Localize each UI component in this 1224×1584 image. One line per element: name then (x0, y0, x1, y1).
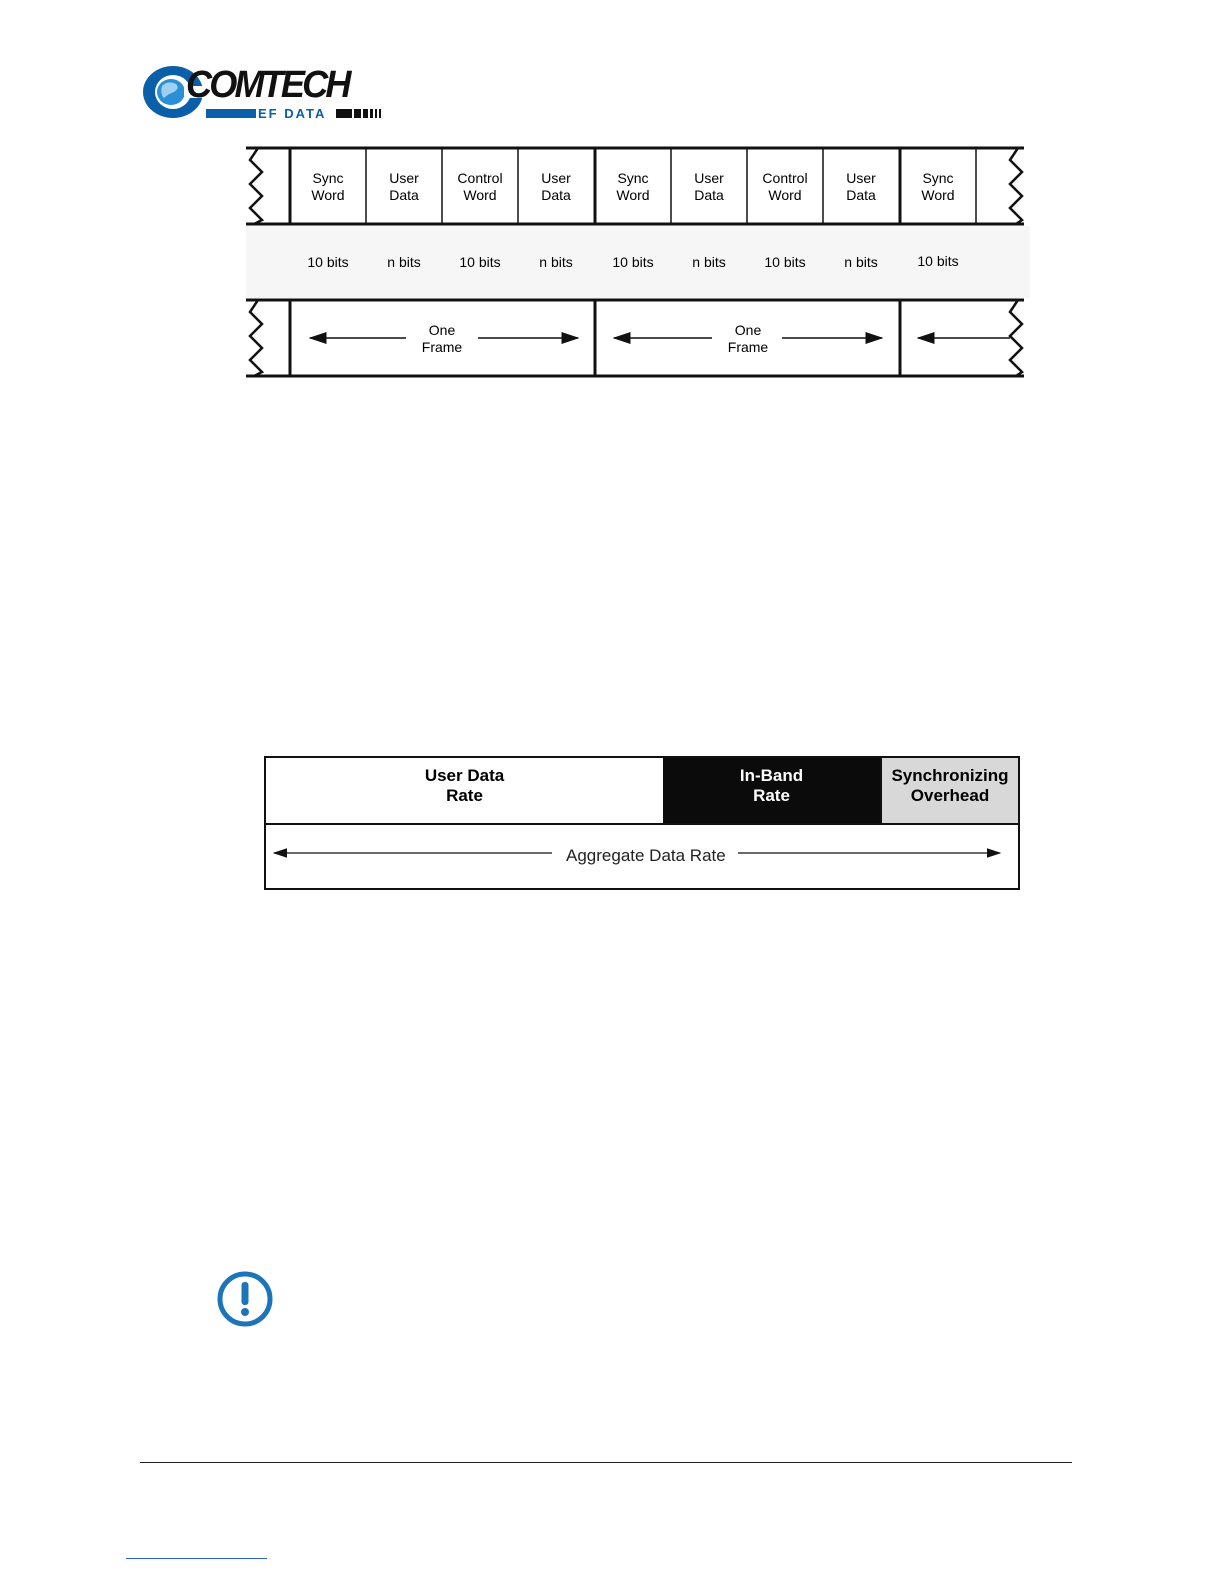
bits-label: 10 bits (459, 254, 501, 270)
cell-sync-word: Sync Word (311, 170, 345, 203)
cell-user-data: User Data (541, 170, 571, 203)
cell-control-word: Control Word (457, 170, 503, 203)
logo-subtitle: EF DATA (258, 106, 327, 121)
comtech-logo (140, 62, 400, 126)
break-zigzag-left-top (250, 148, 262, 224)
cell-sync-word: Sync Word (616, 170, 650, 203)
break-zigzag-left-bottom (250, 300, 262, 376)
frame-label: One Frame (421, 322, 463, 355)
logo-underline (206, 109, 256, 118)
bits-label: 10 bits (917, 253, 959, 269)
aggregate-rate-diagram (264, 756, 1020, 890)
user-data-rate-cell: User Data Rate (266, 758, 663, 823)
bits-label: n bits (387, 254, 421, 270)
frame-label: One Frame (727, 322, 769, 355)
sync-overhead-cell: Synchronizing Overhead (880, 758, 1018, 823)
bits-label: 10 bits (764, 254, 806, 270)
cell-user-data: User Data (846, 170, 876, 203)
footer-divider (140, 1462, 1072, 1463)
in-band-rate-cell: In-Band Rate (663, 758, 880, 823)
bits-label: n bits (692, 254, 726, 270)
important-notice-icon (216, 1270, 274, 1328)
bits-label: n bits (539, 254, 573, 270)
logo-stripes-icon (336, 108, 396, 120)
bits-label: n bits (844, 254, 878, 270)
bits-label: 10 bits (307, 254, 349, 270)
frame-structure-diagram (246, 142, 1030, 382)
cell-sync-word: Sync Word (921, 170, 955, 203)
break-zigzag-right-bottom (1010, 300, 1022, 376)
break-zigzag-right-top (1010, 148, 1022, 224)
aggregate-data-rate-label: Aggregate Data Rate (558, 846, 734, 866)
logo-wordmark: COMTECH (186, 64, 349, 106)
aggregate-arrow (266, 758, 1018, 888)
cell-control-word: Control Word (762, 170, 808, 203)
cell-user-data: User Data (389, 170, 419, 203)
bits-label: 10 bits (612, 254, 654, 270)
footer-link-underline[interactable] (126, 1558, 267, 1559)
cell-user-data: User Data (694, 170, 724, 203)
